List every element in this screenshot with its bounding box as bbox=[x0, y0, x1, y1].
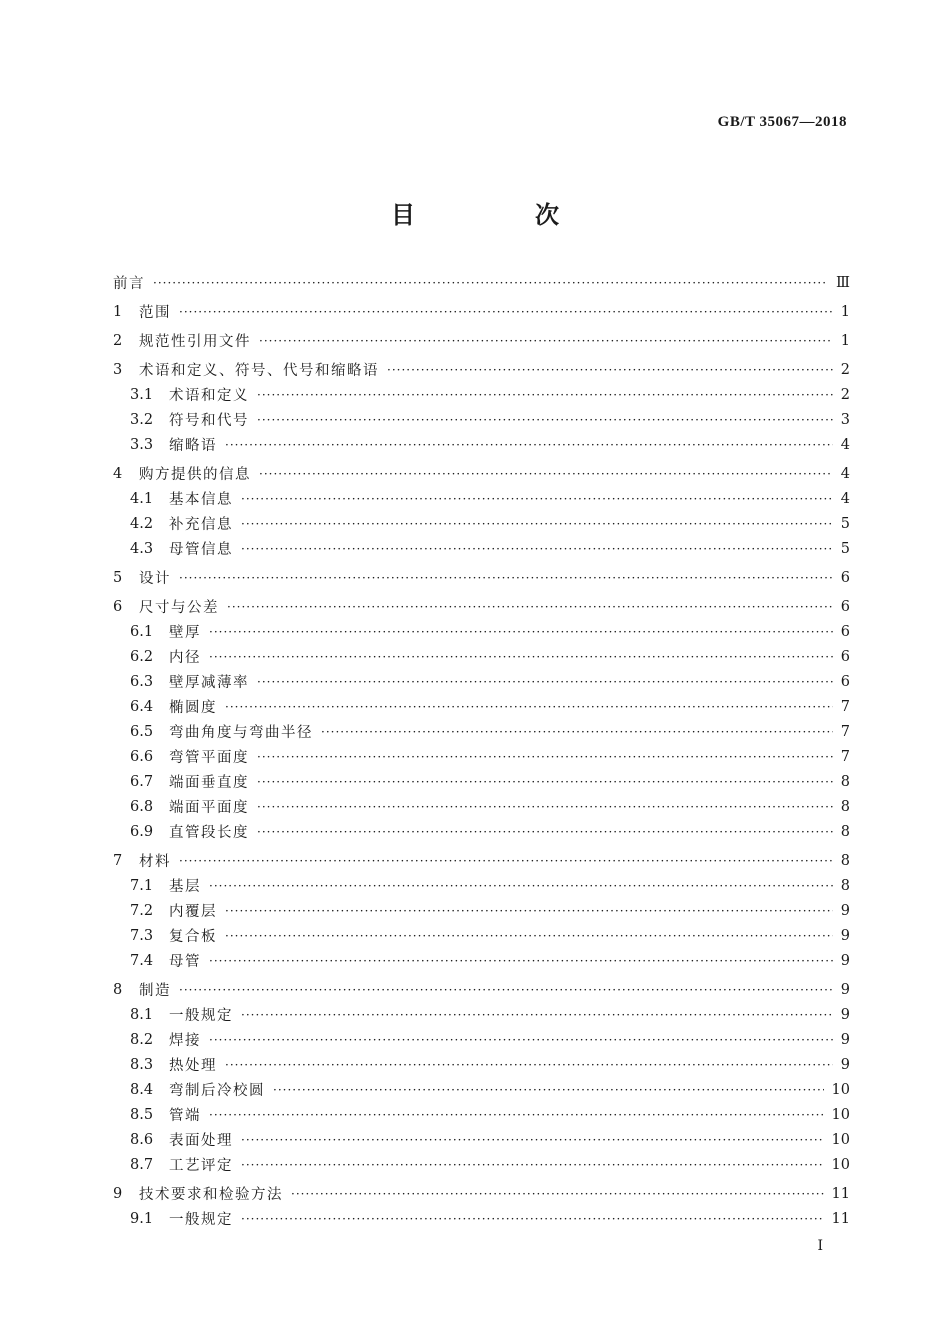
toc-entry-number: 7 bbox=[113, 852, 123, 869]
toc-entry-label: 材料 bbox=[139, 854, 171, 870]
dot-leader bbox=[291, 1187, 824, 1201]
toc-entry-page: 11 bbox=[831, 1210, 850, 1227]
toc-entry-number: 6 bbox=[113, 598, 123, 615]
toc-entry-label: 工艺评定 bbox=[169, 1158, 233, 1174]
toc-entry-number: 6.8 bbox=[130, 798, 154, 815]
toc-entry-page: 8 bbox=[840, 877, 850, 894]
dot-leader bbox=[225, 904, 833, 918]
dot-leader bbox=[257, 800, 833, 814]
toc-entry[interactable] bbox=[113, 407, 850, 432]
toc-entry-number: 4.2 bbox=[130, 515, 154, 532]
toc-entry-page: 1 bbox=[840, 332, 850, 349]
toc-entry[interactable] bbox=[113, 898, 850, 923]
toc-entry-label: 表面处理 bbox=[169, 1133, 233, 1149]
toc-entry-page: 4 bbox=[840, 436, 850, 453]
toc-entry-number: 9 bbox=[113, 1185, 123, 1202]
dot-leader bbox=[387, 363, 833, 377]
toc-entry-label: 前言 bbox=[113, 276, 145, 292]
toc-entry[interactable] bbox=[113, 1002, 850, 1027]
toc-entry-page: 9 bbox=[840, 927, 850, 944]
toc-entry[interactable] bbox=[113, 794, 850, 819]
toc-entry-page: 9 bbox=[840, 952, 850, 969]
toc-entry[interactable] bbox=[113, 1181, 850, 1206]
toc-entry-page: 6 bbox=[840, 648, 850, 665]
dot-leader bbox=[241, 1212, 824, 1226]
toc-entry-number: 4.3 bbox=[130, 540, 154, 557]
toc-entry-label: 端面平面度 bbox=[169, 800, 249, 816]
toc-entry-number: 6.7 bbox=[130, 773, 154, 790]
toc-entry-number: 8.3 bbox=[130, 1056, 154, 1073]
toc-entry-number: 3.1 bbox=[130, 386, 154, 403]
toc-entry-page: 8 bbox=[840, 823, 850, 840]
toc-entry-number: 8.5 bbox=[130, 1106, 154, 1123]
toc-entry-number: 7.2 bbox=[130, 902, 154, 919]
toc-entry-label: 母管信息 bbox=[169, 542, 233, 558]
toc-entry[interactable] bbox=[113, 1077, 850, 1102]
toc-entry-number: 6.4 bbox=[130, 698, 154, 715]
toc-entry-page: 1 bbox=[840, 303, 850, 320]
standard-code: GB/T 35067—2018 bbox=[717, 114, 847, 130]
toc-entry[interactable] bbox=[113, 1152, 850, 1177]
toc-entry-label: 内径 bbox=[169, 650, 201, 666]
toc-entry-page: 6 bbox=[840, 623, 850, 640]
toc-entry-label: 购方提供的信息 bbox=[139, 467, 251, 483]
toc-title: 目 次 bbox=[391, 200, 607, 229]
toc-entry-label: 符号和代号 bbox=[169, 413, 249, 429]
dot-leader bbox=[257, 825, 833, 839]
toc-entry[interactable] bbox=[113, 769, 850, 794]
dot-leader bbox=[209, 954, 833, 968]
toc-entry-label: 母管 bbox=[169, 954, 201, 970]
toc-entry[interactable] bbox=[113, 923, 850, 948]
toc-entry-number: 1 bbox=[113, 303, 123, 320]
toc-entry-label: 壁厚减薄率 bbox=[169, 675, 249, 691]
toc-entry-page: 11 bbox=[831, 1185, 850, 1202]
toc-entry[interactable] bbox=[113, 328, 850, 353]
toc-entry-number: 7.4 bbox=[130, 952, 154, 969]
toc-entry-page: 10 bbox=[831, 1081, 850, 1098]
toc-entry[interactable] bbox=[113, 644, 850, 669]
toc-entry[interactable] bbox=[113, 594, 850, 619]
dot-leader bbox=[209, 879, 833, 893]
toc-entry-label: 复合板 bbox=[169, 929, 217, 945]
dot-leader bbox=[257, 413, 833, 427]
toc-entry-page: 6 bbox=[840, 673, 850, 690]
toc-entry-label: 椭圆度 bbox=[169, 700, 217, 716]
dot-leader bbox=[321, 725, 833, 739]
toc-entry[interactable] bbox=[113, 719, 850, 744]
toc-entry-label: 弯曲角度与弯曲半径 bbox=[169, 725, 313, 741]
toc-entry-page: 2 bbox=[840, 361, 850, 378]
dot-leader bbox=[241, 542, 833, 556]
toc-entry-number: 6.2 bbox=[130, 648, 154, 665]
page-number: Ⅰ bbox=[817, 1238, 823, 1254]
toc-entry-page: 8 bbox=[840, 852, 850, 869]
dot-leader bbox=[179, 983, 833, 997]
toc-entry[interactable] bbox=[113, 619, 850, 644]
dot-leader bbox=[225, 1058, 833, 1072]
toc-entry-label: 范围 bbox=[139, 305, 171, 321]
toc-entry-page: 2 bbox=[840, 386, 850, 403]
toc-entry-number: 6.6 bbox=[130, 748, 154, 765]
toc-entry[interactable] bbox=[113, 744, 850, 769]
toc-entry-label: 技术要求和检验方法 bbox=[139, 1187, 283, 1203]
toc-entry[interactable] bbox=[113, 461, 850, 486]
toc-entry[interactable] bbox=[113, 432, 850, 457]
toc-entry-label: 管端 bbox=[169, 1108, 201, 1124]
toc-entry-label: 补充信息 bbox=[169, 517, 233, 533]
toc-entry-number: 9.1 bbox=[130, 1210, 154, 1227]
toc-entry-page: 7 bbox=[840, 748, 850, 765]
dot-leader bbox=[241, 1008, 833, 1022]
toc-entry[interactable] bbox=[113, 270, 850, 295]
dot-leader bbox=[241, 1133, 824, 1147]
toc-entry-label: 设计 bbox=[139, 571, 171, 587]
toc-entry-page: 9 bbox=[840, 1031, 850, 1048]
toc-entry-page: 4 bbox=[840, 490, 850, 507]
toc-entry-number: 4 bbox=[113, 465, 123, 482]
toc-entry-page: Ⅲ bbox=[836, 274, 850, 291]
toc-entry-label: 弯管平面度 bbox=[169, 750, 249, 766]
toc-entry-label: 缩略语 bbox=[169, 438, 217, 454]
toc-entry-page: 9 bbox=[840, 902, 850, 919]
toc-entry-number: 6.1 bbox=[130, 623, 154, 640]
toc-entry[interactable] bbox=[113, 1206, 850, 1231]
toc-entry[interactable] bbox=[113, 299, 850, 324]
toc-entry-number: 6.9 bbox=[130, 823, 154, 840]
toc-entry-page: 10 bbox=[831, 1106, 850, 1123]
toc-entry[interactable] bbox=[113, 873, 850, 898]
toc-entry-number: 6.3 bbox=[130, 673, 154, 690]
toc-entry-page: 9 bbox=[840, 1056, 850, 1073]
toc-entry-label: 尺寸与公差 bbox=[139, 600, 219, 616]
dot-leader bbox=[241, 517, 833, 531]
toc-entry-label: 弯制后冷校圆 bbox=[169, 1083, 265, 1099]
toc-entry-page: 5 bbox=[840, 515, 850, 532]
toc-entry[interactable] bbox=[113, 669, 850, 694]
dot-leader bbox=[257, 775, 833, 789]
toc-entry-page: 9 bbox=[840, 1006, 850, 1023]
toc-entry-number: 8.4 bbox=[130, 1081, 154, 1098]
dot-leader bbox=[179, 854, 833, 868]
dot-leader bbox=[257, 750, 833, 764]
toc-entry-label: 规范性引用文件 bbox=[139, 334, 251, 350]
toc-entry-number: 6.5 bbox=[130, 723, 154, 740]
dot-leader bbox=[179, 305, 833, 319]
toc-entry-page: 8 bbox=[840, 798, 850, 815]
toc-entry-number: 5 bbox=[113, 569, 123, 586]
toc-entry-label: 一般规定 bbox=[169, 1008, 233, 1024]
toc-entry[interactable] bbox=[113, 819, 850, 844]
toc-entry-number: 3.3 bbox=[130, 436, 154, 453]
dot-leader bbox=[259, 467, 833, 481]
toc-entry-number: 8 bbox=[113, 981, 123, 998]
toc-entry-page: 4 bbox=[840, 465, 850, 482]
toc-entry-number: 8.7 bbox=[130, 1156, 154, 1173]
toc-entry[interactable] bbox=[113, 1127, 850, 1152]
toc-entry-label: 基层 bbox=[169, 879, 201, 895]
toc-entry-number: 2 bbox=[113, 332, 123, 349]
toc-entry-page: 7 bbox=[840, 698, 850, 715]
toc-entry-page: 3 bbox=[840, 411, 850, 428]
dot-leader bbox=[179, 571, 833, 585]
dot-leader bbox=[273, 1083, 824, 1097]
toc-entry-number: 8.2 bbox=[130, 1031, 154, 1048]
toc-entry[interactable] bbox=[113, 948, 850, 973]
toc-entry-label: 壁厚 bbox=[169, 625, 201, 641]
dot-leader bbox=[225, 700, 833, 714]
toc-entry[interactable] bbox=[113, 1052, 850, 1077]
toc-entry-number: 7.3 bbox=[130, 927, 154, 944]
toc-entry-label: 直管段长度 bbox=[169, 825, 249, 841]
toc-entry[interactable] bbox=[113, 357, 850, 382]
toc-entry-page: 5 bbox=[840, 540, 850, 557]
toc-entry[interactable] bbox=[113, 382, 850, 407]
toc-entry-label: 内覆层 bbox=[169, 904, 217, 920]
dot-leader bbox=[257, 675, 833, 689]
toc-entry-label: 热处理 bbox=[169, 1058, 217, 1074]
toc-entry-label: 术语和定义、符号、代号和缩略语 bbox=[139, 363, 379, 379]
dot-leader bbox=[241, 1158, 824, 1172]
toc-entry[interactable] bbox=[113, 1027, 850, 1052]
toc-entry[interactable] bbox=[113, 565, 850, 590]
dot-leader bbox=[209, 1033, 833, 1047]
dot-leader bbox=[227, 600, 833, 614]
toc-entry[interactable] bbox=[113, 977, 850, 1002]
dot-leader bbox=[259, 334, 833, 348]
dot-leader bbox=[209, 625, 833, 639]
toc-entry[interactable] bbox=[113, 536, 850, 561]
toc-entry-page: 8 bbox=[840, 773, 850, 790]
table-of-contents bbox=[113, 270, 850, 1231]
toc-entry-number: 7.1 bbox=[130, 877, 154, 894]
toc-entry-label: 一般规定 bbox=[169, 1212, 233, 1228]
toc-entry-page: 6 bbox=[840, 598, 850, 615]
toc-entry-page: 10 bbox=[831, 1131, 850, 1148]
dot-leader bbox=[209, 650, 833, 664]
toc-entry-page: 7 bbox=[840, 723, 850, 740]
toc-entry-number: 3 bbox=[113, 361, 123, 378]
toc-entry[interactable] bbox=[113, 1102, 850, 1127]
dot-leader bbox=[241, 492, 833, 506]
toc-entry-label: 端面垂直度 bbox=[169, 775, 249, 791]
toc-entry-number: 4.1 bbox=[130, 490, 154, 507]
toc-entry[interactable] bbox=[113, 694, 850, 719]
dot-leader bbox=[153, 276, 828, 290]
toc-entry-number: 8.1 bbox=[130, 1006, 154, 1023]
toc-entry[interactable] bbox=[113, 848, 850, 873]
dot-leader bbox=[225, 929, 833, 943]
toc-entry[interactable] bbox=[113, 486, 850, 511]
toc-entry-page: 6 bbox=[840, 569, 850, 586]
dot-leader bbox=[257, 388, 833, 402]
toc-entry-label: 基本信息 bbox=[169, 492, 233, 508]
toc-entry-page: 10 bbox=[831, 1156, 850, 1173]
toc-entry-page: 9 bbox=[840, 981, 850, 998]
toc-entry-number: 3.2 bbox=[130, 411, 154, 428]
toc-entry-label: 术语和定义 bbox=[169, 388, 249, 404]
dot-leader bbox=[225, 438, 833, 452]
toc-entry-label: 制造 bbox=[139, 983, 171, 999]
toc-entry[interactable] bbox=[113, 511, 850, 536]
dot-leader bbox=[209, 1108, 824, 1122]
toc-entry-number: 8.6 bbox=[130, 1131, 154, 1148]
toc-entry-label: 焊接 bbox=[169, 1033, 201, 1049]
